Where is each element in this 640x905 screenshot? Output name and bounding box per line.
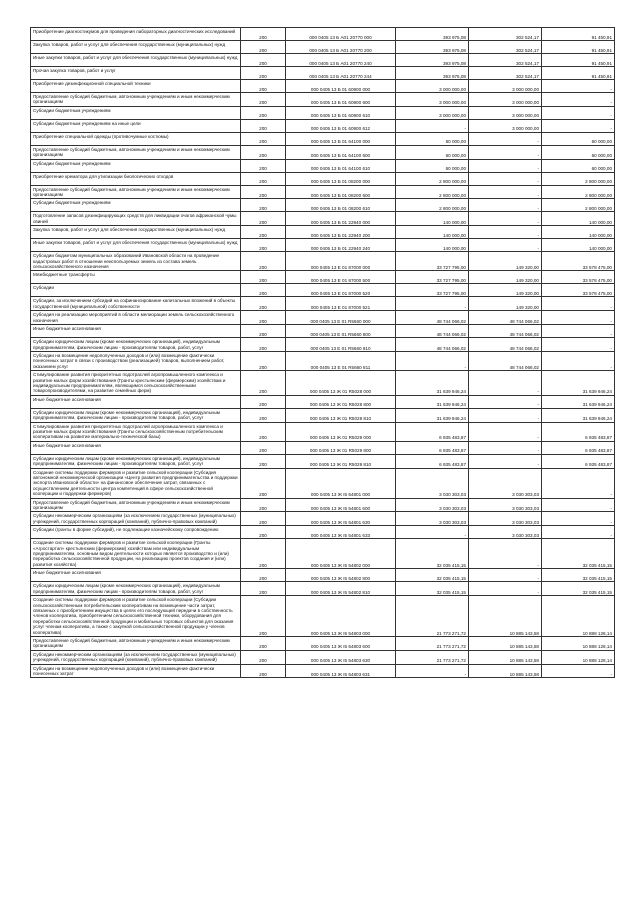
table-row — [31, 596, 615, 637]
row-classification-code-cell: 000 0405 13 Б 01 60900 000 — [286, 80, 396, 93]
row-assigned-amount-cell: 21 773 271,72 — [396, 596, 469, 637]
row-classification-code-cell: 000 0405 13 Ж 01 R5028 810 — [286, 408, 396, 422]
row-executed-amount-cell: 149 320,00 — [469, 284, 542, 297]
table-row — [31, 106, 615, 119]
row-executed-amount-cell: 3 000 000,00 — [469, 119, 542, 132]
row-code-cell: 200 — [241, 498, 286, 512]
row-unexecuted-amount-cell: - — [542, 325, 615, 338]
row-assigned-amount-cell: 60 000,00 — [396, 159, 469, 172]
table-row — [31, 239, 615, 252]
table-row — [31, 636, 615, 650]
row-name-cell: Субсидии юридическим лицам (кроме некоммерческих организаций), индивидуальным предпринимателям, физическим лицам - производителям товаров, работ, услуг — [31, 338, 241, 352]
row-unexecuted-amount-cell: 32 035 415,15 — [542, 582, 615, 596]
table-row — [31, 325, 615, 338]
row-assigned-amount-cell: 393 975,08 — [396, 67, 469, 80]
row-code-cell: 200 — [241, 271, 286, 284]
table-row — [31, 252, 615, 271]
row-unexecuted-amount-cell: 31 639 946,24 — [542, 408, 615, 422]
row-code-cell: 200 — [241, 199, 286, 212]
row-assigned-amount-cell: 31 639 946,24 — [396, 395, 469, 408]
row-name-cell: Иные бюджетные ассигнования — [31, 325, 241, 338]
row-classification-code-cell: 000 0405 13 Е 01 87000 500 — [286, 271, 396, 284]
row-name-cell: Иные бюджетные ассигнования — [31, 569, 241, 582]
row-code-cell: 200 — [241, 454, 286, 468]
row-assigned-amount-cell: 2 800 000,00 — [396, 185, 469, 199]
row-unexecuted-amount-cell: 140 000,00 — [542, 239, 615, 252]
row-assigned-amount-cell: 48 744 066,02 — [396, 338, 469, 352]
row-classification-code-cell: 000 0405 13 Ж I5 54803 631 — [286, 664, 396, 678]
row-classification-code-cell: 000 0405 13 Е 01 87000 000 — [286, 252, 396, 271]
row-unexecuted-amount-cell: 10 888 128,14 — [542, 650, 615, 664]
row-assigned-amount-cell: 6 935 483,87 — [396, 441, 469, 454]
table-row — [31, 526, 615, 539]
row-assigned-amount-cell: 33 727 795,00 — [396, 252, 469, 271]
row-name-cell: Субсидии на возмещение недополученных доходов и (или) возмещение фактически понесенных затрат — [31, 664, 241, 678]
row-code-cell: 200 — [241, 539, 286, 569]
row-unexecuted-amount-cell: - — [542, 468, 615, 498]
row-executed-amount-cell: - — [469, 172, 542, 185]
row-assigned-amount-cell: 48 744 066,02 — [396, 325, 469, 338]
row-classification-code-cell: 000 0405 13 Е 01 R5660 810 — [286, 338, 396, 352]
row-unexecuted-amount-cell: 6 935 483,87 — [542, 441, 615, 454]
row-assigned-amount-cell: 140 000,00 — [396, 212, 469, 226]
table-row — [31, 284, 615, 297]
row-unexecuted-amount-cell: - — [542, 297, 615, 311]
row-assigned-amount-cell: 3 030 303,03 — [396, 512, 469, 526]
row-classification-code-cell: 000 0405 13 Ж I5 54802 000 — [286, 539, 396, 569]
row-classification-code-cell: 000 0405 13 Ж 01 R5028 000 — [286, 371, 396, 396]
table-row — [31, 271, 615, 284]
row-unexecuted-amount-cell: 91 450,91 — [542, 54, 615, 67]
row-code-cell: 200 — [241, 252, 286, 271]
row-name-cell: Приобретение дезинфекционной специальной техники — [31, 80, 241, 93]
row-assigned-amount-cell: 32 035 415,15 — [396, 582, 469, 596]
row-name-cell: Приобретение диагностикумов для проведения лабораторных диагностических исследований — [31, 28, 241, 41]
row-code-cell: 200 — [241, 512, 286, 526]
row-assigned-amount-cell: 31 639 946,24 — [396, 371, 469, 396]
table-row — [31, 159, 615, 172]
row-code-cell: 200 — [241, 650, 286, 664]
row-classification-code-cell: 000 0405 13 Ж I5 54802 810 — [286, 582, 396, 596]
row-code-cell: 200 — [241, 132, 286, 145]
row-unexecuted-amount-cell: - — [542, 512, 615, 526]
row-code-cell: 200 — [241, 284, 286, 297]
row-name-cell: Создание системы поддержки фермеров и развитие сельской кооперации (Субсидии сельскохозяйственным потребительским кооперативам на возмещение части затрат, связанных с приобретением имущества в целях его последующей передачи в собственность членов кооператива, приобретением сельскохозяйственной техники, оборудования для переработки сельскохозяйственной продукции и мобильных торговых объектов для оказания услуг членам кооператива, а также с закупкой сельскохозяйственной продукции у членов кооператива) — [31, 596, 241, 637]
row-assigned-amount-cell: 60 000,00 — [396, 145, 469, 159]
row-assigned-amount-cell: 140 000,00 — [396, 239, 469, 252]
row-code-cell: 200 — [241, 468, 286, 498]
row-executed-amount-cell: - — [469, 226, 542, 239]
table-row — [31, 132, 615, 145]
table-row — [31, 311, 615, 325]
row-name-cell: Субсидии юридическим лицам (кроме некоммерческих организаций), индивидуальным предпринимателям, физическим лицам - производителям товаров, работ, услуг — [31, 454, 241, 468]
row-assigned-amount-cell: 32 035 415,15 — [396, 539, 469, 569]
row-name-cell: Субсидии бюджетам муниципальных образований Ивановской области на проведение кадастровых работ в отношении неиспользуемых земель из состава земель сельскохозяйственного назначения — [31, 252, 241, 271]
row-name-cell: Создание системы поддержки фермеров и развитие сельской кооперации (Субсидия автономной некоммерческой организации «Центр развития предпринимательства и поддержки экспорта Ивановской области» на финансовое обеспечение затрат, связанных с осуществлением деятельности центра компетенций в сфере сельскохозяйственной кооперации и поддержки фермеров) — [31, 468, 241, 498]
row-executed-amount-cell: 302 524,17 — [469, 28, 542, 41]
row-classification-code-cell: 000 0405 13 Е 01 87000 521 — [286, 297, 396, 311]
row-code-cell: 200 — [241, 311, 286, 325]
table-row — [31, 351, 615, 370]
row-name-cell: Иные закупки товаров, работ и услуг для обеспечения государственных (муниципальных) нужд — [31, 239, 241, 252]
row-unexecuted-amount-cell: 32 035 415,15 — [542, 569, 615, 582]
row-unexecuted-amount-cell: 10 888 128,14 — [542, 596, 615, 637]
row-name-cell: Закупка товаров, работ и услуг для обеспечения государственных (муниципальных) нужд — [31, 41, 241, 54]
row-unexecuted-amount-cell: 10 888 128,14 — [542, 636, 615, 650]
row-assigned-amount-cell: 2 800 000,00 — [396, 172, 469, 185]
row-classification-code-cell: 000 0405 13 Б 01 60900 600 — [286, 93, 396, 107]
row-unexecuted-amount-cell: 91 450,91 — [542, 41, 615, 54]
row-unexecuted-amount-cell: - — [542, 351, 615, 370]
row-assigned-amount-cell: - — [396, 526, 469, 539]
row-classification-code-cell: 000 0405 13 Б 01 64100 610 — [286, 159, 396, 172]
row-assigned-amount-cell: - — [396, 664, 469, 678]
row-executed-amount-cell: 3 000 000,00 — [469, 80, 542, 93]
row-classification-code-cell: 000 0405 13 Ж I5 54801 630 — [286, 512, 396, 526]
row-assigned-amount-cell: 3 000 000,00 — [396, 80, 469, 93]
table-row — [31, 54, 615, 67]
row-assigned-amount-cell: 6 935 483,87 — [396, 422, 469, 441]
row-unexecuted-amount-cell: 91 450,91 — [542, 67, 615, 80]
row-code-cell: 200 — [241, 338, 286, 352]
row-code-cell: 200 — [241, 239, 286, 252]
row-assigned-amount-cell: - — [396, 351, 469, 370]
row-executed-amount-cell: 48 744 066,02 — [469, 338, 542, 352]
row-code-cell: 200 — [241, 569, 286, 582]
row-code-cell: 200 — [241, 212, 286, 226]
row-unexecuted-amount-cell: - — [542, 526, 615, 539]
table-row — [31, 664, 615, 678]
row-executed-amount-cell: - — [469, 159, 542, 172]
row-classification-code-cell: 000 0405 13 Е 01 87000 520 — [286, 284, 396, 297]
row-assigned-amount-cell: 21 773 271,72 — [396, 636, 469, 650]
row-executed-amount-cell: - — [469, 145, 542, 159]
row-unexecuted-amount-cell: 140 000,00 — [542, 226, 615, 239]
row-name-cell: Предоставление субсидий бюджетным, автономным учреждениям и иным некоммерческим организациям — [31, 145, 241, 159]
row-executed-amount-cell: 302 524,17 — [469, 54, 542, 67]
row-name-cell: Субсидии юридическим лицам (кроме некоммерческих организаций), индивидуальным предпринимателям, физическим лицам - производителям товаров, работ, услуг — [31, 408, 241, 422]
table-row — [31, 569, 615, 582]
table-row — [31, 67, 615, 80]
row-classification-code-cell: 000 0405 13 Ж 01 R5029 810 — [286, 454, 396, 468]
row-name-cell: Субсидии некоммерческим организациям (за исключением государственных (муниципальных) учреждений, государственных корпораций (компаний), публично-правовых компаний) — [31, 650, 241, 664]
row-classification-code-cell: 000 0405 13 Б А01 20770 240 — [286, 54, 396, 67]
row-unexecuted-amount-cell: - — [542, 338, 615, 352]
row-unexecuted-amount-cell: - — [542, 664, 615, 678]
row-executed-amount-cell: 3 030 303,03 — [469, 498, 542, 512]
table-row — [31, 41, 615, 54]
row-classification-code-cell: 000 0405 13 Б А01 20770 000 — [286, 28, 396, 41]
row-unexecuted-amount-cell: 31 639 946,24 — [542, 395, 615, 408]
row-code-cell: 200 — [241, 93, 286, 107]
row-code-cell: 200 — [241, 408, 286, 422]
row-assigned-amount-cell: 31 639 946,24 — [396, 408, 469, 422]
row-code-cell: 200 — [241, 106, 286, 119]
row-assigned-amount-cell: 32 035 415,15 — [396, 569, 469, 582]
row-assigned-amount-cell: 2 800 000,00 — [396, 199, 469, 212]
row-executed-amount-cell: 10 885 143,58 — [469, 596, 542, 637]
row-classification-code-cell: 000 0405 13 Ж I5 54801 633 — [286, 526, 396, 539]
row-classification-code-cell: 000 0405 13 Ж I5 54803 630 — [286, 650, 396, 664]
row-unexecuted-amount-cell: 32 035 415,15 — [542, 539, 615, 569]
table-row — [31, 512, 615, 526]
row-classification-code-cell: 000 0405 13 Б 01 60900 610 — [286, 106, 396, 119]
table-row — [31, 172, 615, 185]
table-row — [31, 338, 615, 352]
row-unexecuted-amount-cell: 91 450,91 — [542, 28, 615, 41]
row-name-cell: Иные бюджетные ассигнования — [31, 395, 241, 408]
row-name-cell: Иные бюджетные ассигнования — [31, 441, 241, 454]
row-code-cell: 200 — [241, 636, 286, 650]
row-unexecuted-amount-cell: - — [542, 106, 615, 119]
row-executed-amount-cell: 3 030 303,03 — [469, 512, 542, 526]
row-unexecuted-amount-cell: 6 935 483,87 — [542, 454, 615, 468]
row-classification-code-cell: 000 0405 13 Б 01 08200 610 — [286, 199, 396, 212]
table-row — [31, 80, 615, 93]
row-executed-amount-cell: 10 885 143,58 — [469, 636, 542, 650]
row-code-cell: 200 — [241, 41, 286, 54]
budget-table — [30, 27, 615, 678]
row-executed-amount-cell: - — [469, 441, 542, 454]
row-name-cell: Субсидии (гранты в форме субсидий), не подлежащие казначейскому сопровождению — [31, 526, 241, 539]
table-row — [31, 371, 615, 396]
row-classification-code-cell: 000 0405 13 Б 01 64100 600 — [286, 145, 396, 159]
table-row — [31, 93, 615, 107]
row-executed-amount-cell: 3 030 303,03 — [469, 468, 542, 498]
table-row — [31, 454, 615, 468]
row-unexecuted-amount-cell: - — [542, 311, 615, 325]
row-code-cell: 200 — [241, 28, 286, 41]
row-executed-amount-cell: 3 030 303,03 — [469, 526, 542, 539]
table-row — [31, 539, 615, 569]
row-code-cell: 200 — [241, 325, 286, 338]
row-name-cell: Субсидии бюджетным учреждениям на иные цели — [31, 119, 241, 132]
row-executed-amount-cell: 302 524,17 — [469, 67, 542, 80]
row-classification-code-cell: 000 0405 13 Б 01 64100 000 — [286, 132, 396, 145]
row-unexecuted-amount-cell: - — [542, 498, 615, 512]
row-name-cell: Иные закупки товаров, работ и услуг для обеспечения государственных (муниципальных) нужд — [31, 54, 241, 67]
row-name-cell: Субсидии бюджетным учреждениям — [31, 106, 241, 119]
row-executed-amount-cell: 149 320,00 — [469, 252, 542, 271]
row-assigned-amount-cell: 3 000 000,00 — [396, 106, 469, 119]
row-unexecuted-amount-cell: 2 800 000,00 — [542, 172, 615, 185]
row-code-cell: 200 — [241, 395, 286, 408]
row-code-cell: 200 — [241, 185, 286, 199]
row-unexecuted-amount-cell: 33 578 475,00 — [542, 252, 615, 271]
row-name-cell: Субсидии, за исключением субсидий на софинансирование капитальных вложений в объекты государственной (муниципальной) собственности — [31, 297, 241, 311]
row-assigned-amount-cell: - — [396, 297, 469, 311]
row-name-cell: Приобретение специальной одежды (противочумные костюмы) — [31, 132, 241, 145]
row-classification-code-cell: 000 0405 13 Е 01 R5660 811 — [286, 351, 396, 370]
row-executed-amount-cell: 10 885 143,58 — [469, 650, 542, 664]
row-executed-amount-cell: 149 320,00 — [469, 297, 542, 311]
row-name-cell: Закупка товаров, работ и услуг для обеспечения государственных (муниципальных) нужд — [31, 226, 241, 239]
row-name-cell: Субсидия на реализацию мероприятий в области мелиорации земель сельскохозяйственного назначения — [31, 311, 241, 325]
row-classification-code-cell: 000 0405 13 Б 01 22940 240 — [286, 239, 396, 252]
row-classification-code-cell: 000 0405 13 Ж I5 54803 600 — [286, 636, 396, 650]
row-unexecuted-amount-cell: - — [542, 93, 615, 107]
table-row — [31, 395, 615, 408]
budget-table-body — [31, 28, 615, 678]
row-name-cell: Субсидии на возмещение недополученных доходов и (или) возмещение фактически понесенных затрат в связи с производством (реализацией) товаров, выполнением работ, оказанием услуг — [31, 351, 241, 370]
row-executed-amount-cell: - — [469, 371, 542, 396]
row-assigned-amount-cell: 393 975,08 — [396, 41, 469, 54]
row-classification-code-cell: 000 0405 13 Е 01 R5660 800 — [286, 325, 396, 338]
row-executed-amount-cell: - — [469, 582, 542, 596]
row-executed-amount-cell: 149 320,00 — [469, 271, 542, 284]
row-classification-code-cell: 000 0405 13 Ж 01 R5029 800 — [286, 441, 396, 454]
row-classification-code-cell: 000 0405 13 Ж I5 54801 000 — [286, 468, 396, 498]
row-executed-amount-cell: 48 744 066,02 — [469, 325, 542, 338]
row-code-cell: 200 — [241, 54, 286, 67]
table-row — [31, 28, 615, 41]
row-name-cell: Приобретение крематора для утилизации биологических отходов — [31, 172, 241, 185]
row-executed-amount-cell: - — [469, 422, 542, 441]
table-row — [31, 582, 615, 596]
row-unexecuted-amount-cell: 33 578 475,00 — [542, 271, 615, 284]
row-assigned-amount-cell: - — [396, 119, 469, 132]
row-assigned-amount-cell: 393 975,08 — [396, 54, 469, 67]
row-name-cell: Предоставление субсидий бюджетным, автономным учреждениям и иным некоммерческим организациям — [31, 636, 241, 650]
row-name-cell: Подготовление запасов дезинфицирующих средств для ликвидации очагов африканской чумы свиней — [31, 212, 241, 226]
row-executed-amount-cell: 48 744 066,02 — [469, 311, 542, 325]
table-row — [31, 226, 615, 239]
row-executed-amount-cell: - — [469, 395, 542, 408]
row-code-cell: 200 — [241, 351, 286, 370]
row-name-cell: Субсидии бюджетным учреждениям — [31, 199, 241, 212]
row-unexecuted-amount-cell: - — [542, 80, 615, 93]
row-executed-amount-cell: - — [469, 132, 542, 145]
table-row — [31, 408, 615, 422]
row-executed-amount-cell: 48 744 066,02 — [469, 351, 542, 370]
table-row — [31, 199, 615, 212]
table-row — [31, 145, 615, 159]
row-executed-amount-cell: 10 885 143,58 — [469, 664, 542, 678]
row-code-cell: 200 — [241, 596, 286, 637]
row-code-cell: 200 — [241, 67, 286, 80]
row-executed-amount-cell: - — [469, 239, 542, 252]
row-assigned-amount-cell: 21 773 271,72 — [396, 650, 469, 664]
row-unexecuted-amount-cell: 60 000,00 — [542, 132, 615, 145]
row-assigned-amount-cell: 60 000,00 — [396, 132, 469, 145]
row-code-cell: 200 — [241, 582, 286, 596]
row-name-cell: Предоставление субсидий бюджетным, автономным учреждениям и иным некоммерческим организациям — [31, 93, 241, 107]
row-unexecuted-amount-cell: 2 800 000,00 — [542, 199, 615, 212]
row-code-cell: 200 — [241, 172, 286, 185]
row-code-cell: 200 — [241, 80, 286, 93]
row-classification-code-cell: 000 0405 13 Ж I5 54803 000 — [286, 596, 396, 637]
row-code-cell: 200 — [241, 297, 286, 311]
row-classification-code-cell: 000 0405 13 Б А01 20770 244 — [286, 67, 396, 80]
row-name-cell: Предоставление субсидий бюджетным, автономным учреждениям и иным некоммерческим организациям — [31, 185, 241, 199]
row-executed-amount-cell: - — [469, 212, 542, 226]
row-classification-code-cell: 000 0405 13 Б 01 60900 612 — [286, 119, 396, 132]
row-classification-code-cell: 000 0405 13 Б 01 22940 000 — [286, 212, 396, 226]
row-unexecuted-amount-cell: 33 578 475,00 — [542, 284, 615, 297]
row-assigned-amount-cell: 3 000 000,00 — [396, 93, 469, 107]
row-classification-code-cell: 000 0405 13 Ж 01 R5029 000 — [286, 422, 396, 441]
row-name-cell: Стимулирование развития приоритетных подотраслей агропромышленного комплекса и развитие малых форм хозяйствования (Гранты сельскохозяйственным потребительским кооперативам на развитие материально-технической базы) — [31, 422, 241, 441]
table-row — [31, 441, 615, 454]
row-executed-amount-cell: - — [469, 408, 542, 422]
table-row — [31, 650, 615, 664]
row-executed-amount-cell: 3 000 000,00 — [469, 93, 542, 107]
row-code-cell: 200 — [241, 119, 286, 132]
row-assigned-amount-cell: 140 000,00 — [396, 226, 469, 239]
table-row — [31, 119, 615, 132]
row-code-cell: 200 — [241, 422, 286, 441]
table-row — [31, 212, 615, 226]
row-code-cell: 200 — [241, 441, 286, 454]
table-row — [31, 468, 615, 498]
row-assigned-amount-cell: 48 744 066,02 — [396, 311, 469, 325]
row-unexecuted-amount-cell: 140 000,00 — [542, 212, 615, 226]
row-classification-code-cell: 000 0405 13 Ж I5 54801 600 — [286, 498, 396, 512]
row-code-cell: 200 — [241, 159, 286, 172]
row-classification-code-cell: 000 0405 13 Ж I5 54802 800 — [286, 569, 396, 582]
row-assigned-amount-cell: 3 030 303,03 — [396, 498, 469, 512]
table-row — [31, 297, 615, 311]
row-name-cell: Стимулирование развития приоритетных подотраслей агропромышленного комплекса и развитие малых форм хозяйствования (Гранты крестьянским (фермерским) хозяйствам и индивидуальным предпринимателям, являющимся сельскохозяйственными товаропроизводителями, на развитие семейных ферм) — [31, 371, 241, 396]
row-executed-amount-cell: 302 524,17 — [469, 41, 542, 54]
report-page — [30, 27, 614, 678]
row-classification-code-cell: 000 0405 13 Ж 01 R5028 800 — [286, 395, 396, 408]
row-code-cell: 200 — [241, 145, 286, 159]
row-name-cell: Субсидии некоммерческим организациям (за исключением государственных (муниципальных) учреждений, государственных корпораций (компаний), публично-правовых компаний) — [31, 512, 241, 526]
row-executed-amount-cell: 3 000 000,00 — [469, 106, 542, 119]
row-unexecuted-amount-cell: 2 800 000,00 — [542, 185, 615, 199]
row-executed-amount-cell: - — [469, 199, 542, 212]
row-name-cell: Субсидии юридическим лицам (кроме некоммерческих организаций), индивидуальным предпринимателям, физическим лицам - производителям товаров, работ, услуг — [31, 582, 241, 596]
row-assigned-amount-cell: 6 935 483,87 — [396, 454, 469, 468]
row-code-cell: 200 — [241, 664, 286, 678]
row-executed-amount-cell: - — [469, 454, 542, 468]
row-code-cell: 200 — [241, 226, 286, 239]
row-unexecuted-amount-cell: 60 000,00 — [542, 159, 615, 172]
row-name-cell: Межбюджетные трансферты — [31, 271, 241, 284]
row-classification-code-cell: 000 0405 13 Б 01 22940 200 — [286, 226, 396, 239]
row-classification-code-cell: 000 0405 13 Б 01 08200 000 — [286, 172, 396, 185]
table-row — [31, 422, 615, 441]
table-row — [31, 498, 615, 512]
row-unexecuted-amount-cell: 6 935 483,87 — [542, 422, 615, 441]
row-unexecuted-amount-cell: - — [542, 119, 615, 132]
row-name-cell: Прочая закупка товаров, работ и услуг — [31, 67, 241, 80]
row-assigned-amount-cell: 33 727 795,00 — [396, 284, 469, 297]
row-unexecuted-amount-cell: 31 639 946,24 — [542, 371, 615, 396]
row-name-cell: Субсидии бюджетным учреждениям — [31, 159, 241, 172]
row-code-cell: 200 — [241, 526, 286, 539]
table-row — [31, 185, 615, 199]
row-unexecuted-amount-cell: 60 000,00 — [542, 145, 615, 159]
row-executed-amount-cell: - — [469, 569, 542, 582]
row-code-cell: 200 — [241, 371, 286, 396]
row-classification-code-cell: 000 0405 13 Е 01 R5660 000 — [286, 311, 396, 325]
row-assigned-amount-cell: 33 727 795,00 — [396, 271, 469, 284]
row-classification-code-cell: 000 0405 13 Б 01 08200 600 — [286, 185, 396, 199]
row-executed-amount-cell: - — [469, 539, 542, 569]
row-executed-amount-cell: - — [469, 185, 542, 199]
row-classification-code-cell: 000 0405 13 Б А01 20770 200 — [286, 41, 396, 54]
row-assigned-amount-cell: 393 975,08 — [396, 28, 469, 41]
row-name-cell: Предоставление субсидий бюджетным, автономным учреждениям и иным некоммерческим организациям — [31, 498, 241, 512]
row-name-cell: Создание системы поддержки фермеров и развитие сельской кооперации (Гранты «Агростартап» крестьянским (фермерским) хозяйствам или индивидуальным предпринимателям, основным видом деятельности которых является производство и (или) переработка сельскохозяйственной продукции, на реализацию проектов создания и (или) развития хозяйства) — [31, 539, 241, 569]
row-name-cell: Субсидии — [31, 284, 241, 297]
row-assigned-amount-cell: 3 030 303,03 — [396, 468, 469, 498]
